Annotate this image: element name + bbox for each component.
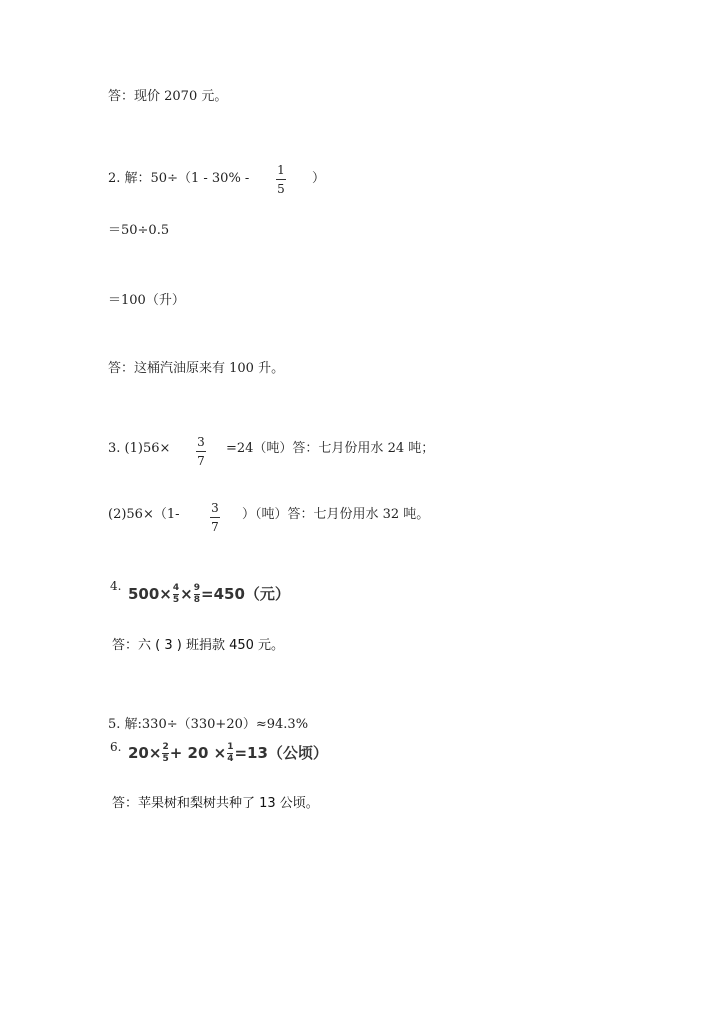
q2-line1-suffix: ） (312, 171, 326, 186)
q2-fraction-denominator: 5 (277, 182, 285, 196)
q6-expr-a: 20× (128, 744, 162, 762)
q5-line: 5. 解:330÷（330+20）≈94.3% (108, 717, 309, 732)
q6-fraction-a-denominator: 5 (162, 754, 169, 764)
q4-fraction-a (173, 584, 179, 605)
q4-expr-b: × (180, 585, 193, 603)
answer-1: 答：现价 2070 元。 (108, 89, 228, 104)
q6-fraction-b (227, 743, 233, 764)
q2-fraction (276, 164, 286, 195)
q6-answer: 答：苹果树和梨树共种了 13 公顷。 (112, 796, 319, 811)
q4-fraction-b-denominator: 8 (193, 595, 200, 605)
q3-fraction-2-numerator: 3 (211, 501, 219, 515)
q6-fraction-a (162, 743, 168, 764)
q2-fraction-bar (276, 179, 286, 180)
q4-answer: 答：六 ( 3 ) 班捐款 450 元。 (112, 638, 285, 653)
q3-fraction-2-bar (210, 517, 220, 518)
q6-number: 6. (110, 740, 122, 754)
q6-fraction-a-numerator: 2 (162, 742, 169, 752)
q4-fraction-b (194, 584, 200, 605)
q3-fraction-1-bar (196, 451, 206, 452)
q6-expr-c: =13（公顷） (234, 744, 328, 762)
q4-expr-a: 500× (128, 585, 172, 603)
q3-line2-suffix: ）（吨）答：七月份用水 32 吨。 (242, 507, 430, 522)
q6-expr-b: + 20 × (169, 744, 227, 762)
q2-fraction-numerator: 1 (277, 163, 285, 177)
q4-fraction-a-numerator: 4 (172, 583, 180, 593)
q3-fraction-2 (210, 502, 220, 533)
q6-fraction-b-denominator: 4 (227, 754, 234, 764)
q4-fraction-a-denominator: 5 (172, 595, 180, 605)
q2-line1-prefix: 2. 解：50÷（1 - 30% - (108, 171, 250, 186)
q3-line2-prefix: (2)56×（1- (108, 507, 180, 522)
q2-line3: ＝100（升） (108, 293, 185, 308)
q3-line1-suffix: =24（吨）答：七月份用水 24 吨； (226, 441, 435, 456)
q3-fraction-1 (196, 436, 206, 467)
q4-number: 4. (110, 579, 122, 593)
q6-expression (128, 743, 328, 764)
q6-fraction-b-numerator: 1 (227, 742, 234, 752)
q4-expr-c: =450（元） (201, 585, 290, 603)
q4-fraction-b-numerator: 9 (193, 583, 200, 593)
q3-fraction-2-denominator: 7 (211, 520, 219, 534)
q3-fraction-1-numerator: 3 (197, 435, 205, 449)
q4-expression (128, 584, 290, 605)
q3-line1-prefix: 3. (1)56× (108, 441, 171, 456)
q2-answer: 答：这桶汽油原来有 100 升。 (108, 361, 285, 376)
q2-line2: ＝50÷0.5 (108, 223, 170, 238)
q3-fraction-1-denominator: 7 (197, 454, 205, 468)
